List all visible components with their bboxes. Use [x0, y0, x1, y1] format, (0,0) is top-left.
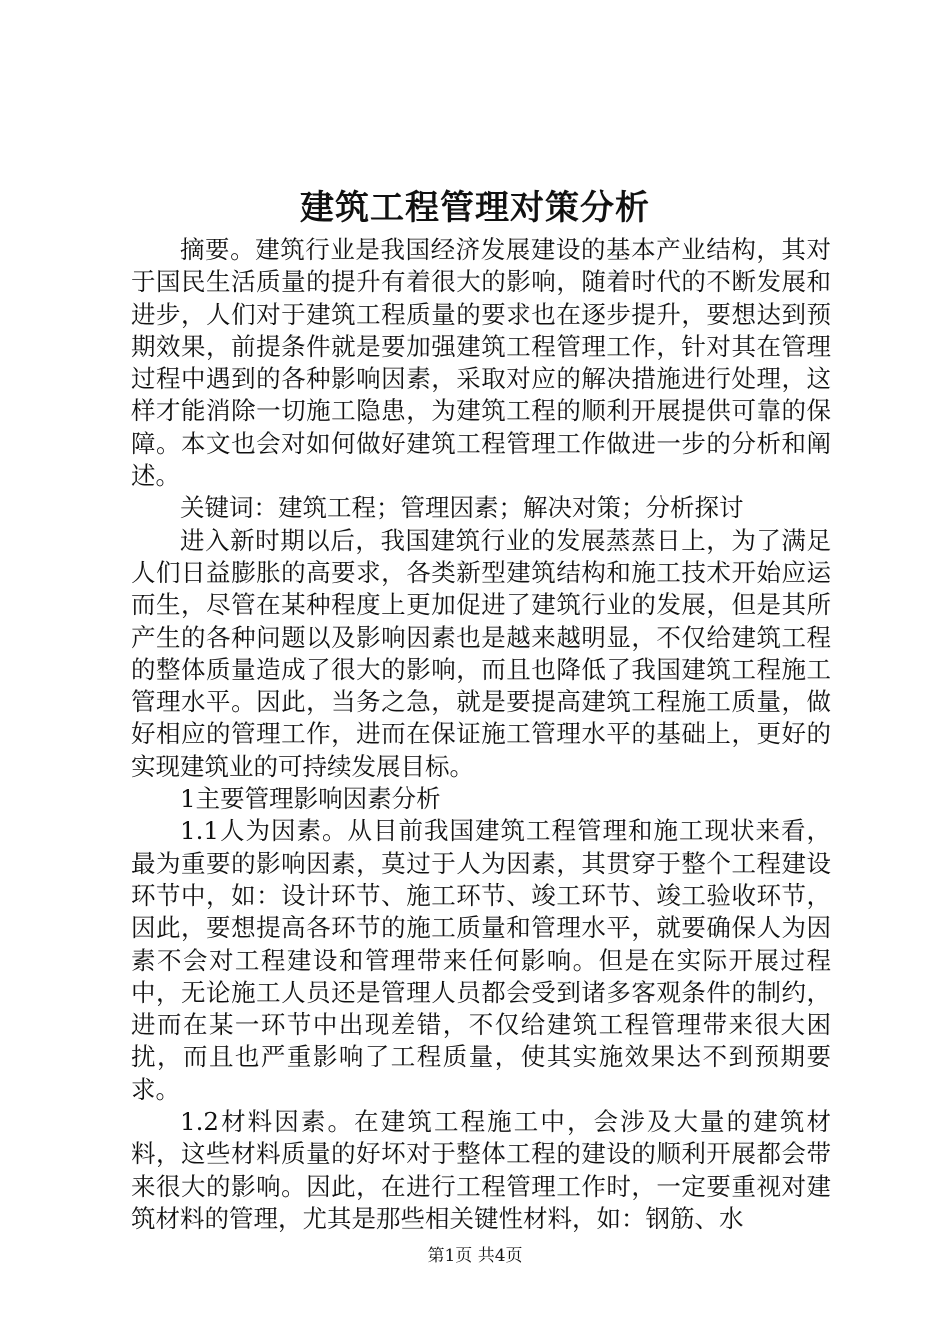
section-1-2-paragraph: 1.2材料因素。在建筑工程施工中，会涉及大量的建筑材料，这些材料质量的好坏对于整体工程的建设的顺利开展都会带来很大的影响。因此，在进行工程管理工作时，一定要重视对建筑材料的管理，尤其是那些相关键性材料，如：钢筋、水	[131, 1107, 831, 1233]
keywords-paragraph: 关键词：建筑工程；管理因素；解决对策；分析探讨	[180, 493, 744, 523]
section-heading: 1主要管理影响因素分析	[180, 784, 441, 814]
document-title: 建筑工程管理对策分析	[300, 188, 650, 228]
intro-paragraph: 进入新时期以后，我国建筑行业的发展蒸蒸日上，为了满足人们日益膨胀的高要求，各类新型建筑结构和施工技术开始应运而生，尽管在某种程度上更加促进了建筑行业的发展，但是其所产生的各种问题以及影响因素也是越来越明显，不仅给建筑工程的整体质量造成了很大的影响，而且也降低了我国建筑工程施工管理水平。因此，当务之急，就是要提高建筑工程施工质量，做好相应的管理工作，进而在保证施工管理水平的基础上，更好的实现建筑业的可持续发展目标。	[131, 525, 831, 781]
document-body	[131, 234, 831, 1235]
abstract-paragraph: 摘要。建筑行业是我国经济发展建设的基本产业结构，其对于国民生活质量的提升有着很大的影响，随着时代的不断发展和进步，人们对于建筑工程质量的要求也在逐步提升，要想达到预期效果，前提条件就是要加强建筑工程管理工作，针对其在管理过程中遇到的各种影响因素，采取对应的解决措施进行处理，这样才能消除一切施工隐患，为建筑工程的顺利开展提供可靠的保障。本文也会对如何做好建筑工程管理工作做进一步的分析和阐述。	[131, 235, 831, 491]
section-1-1-paragraph: 1.1人为因素。从目前我国建筑工程管理和施工现状来看，最为重要的影响因素，莫过于人为因素，其贯穿于整个工程建设环节中，如：设计环节、施工环节、竣工环节、竣工验收环节，因此，要想提高各环节的施工质量和管理水平，就要确保人为因素不会对工程建设和管理带来任何影响。但是在实际开展过程中，无论施工人员还是管理人员都会受到诸多客观条件的制约，进而在某一环节中出现差错，不仅给建筑工程管理带来很大困扰，而且也严重影响了工程质量，使其实施效果达不到预期要求。	[131, 816, 831, 1104]
page-footer: 第1页 共4页	[427, 1246, 523, 1266]
